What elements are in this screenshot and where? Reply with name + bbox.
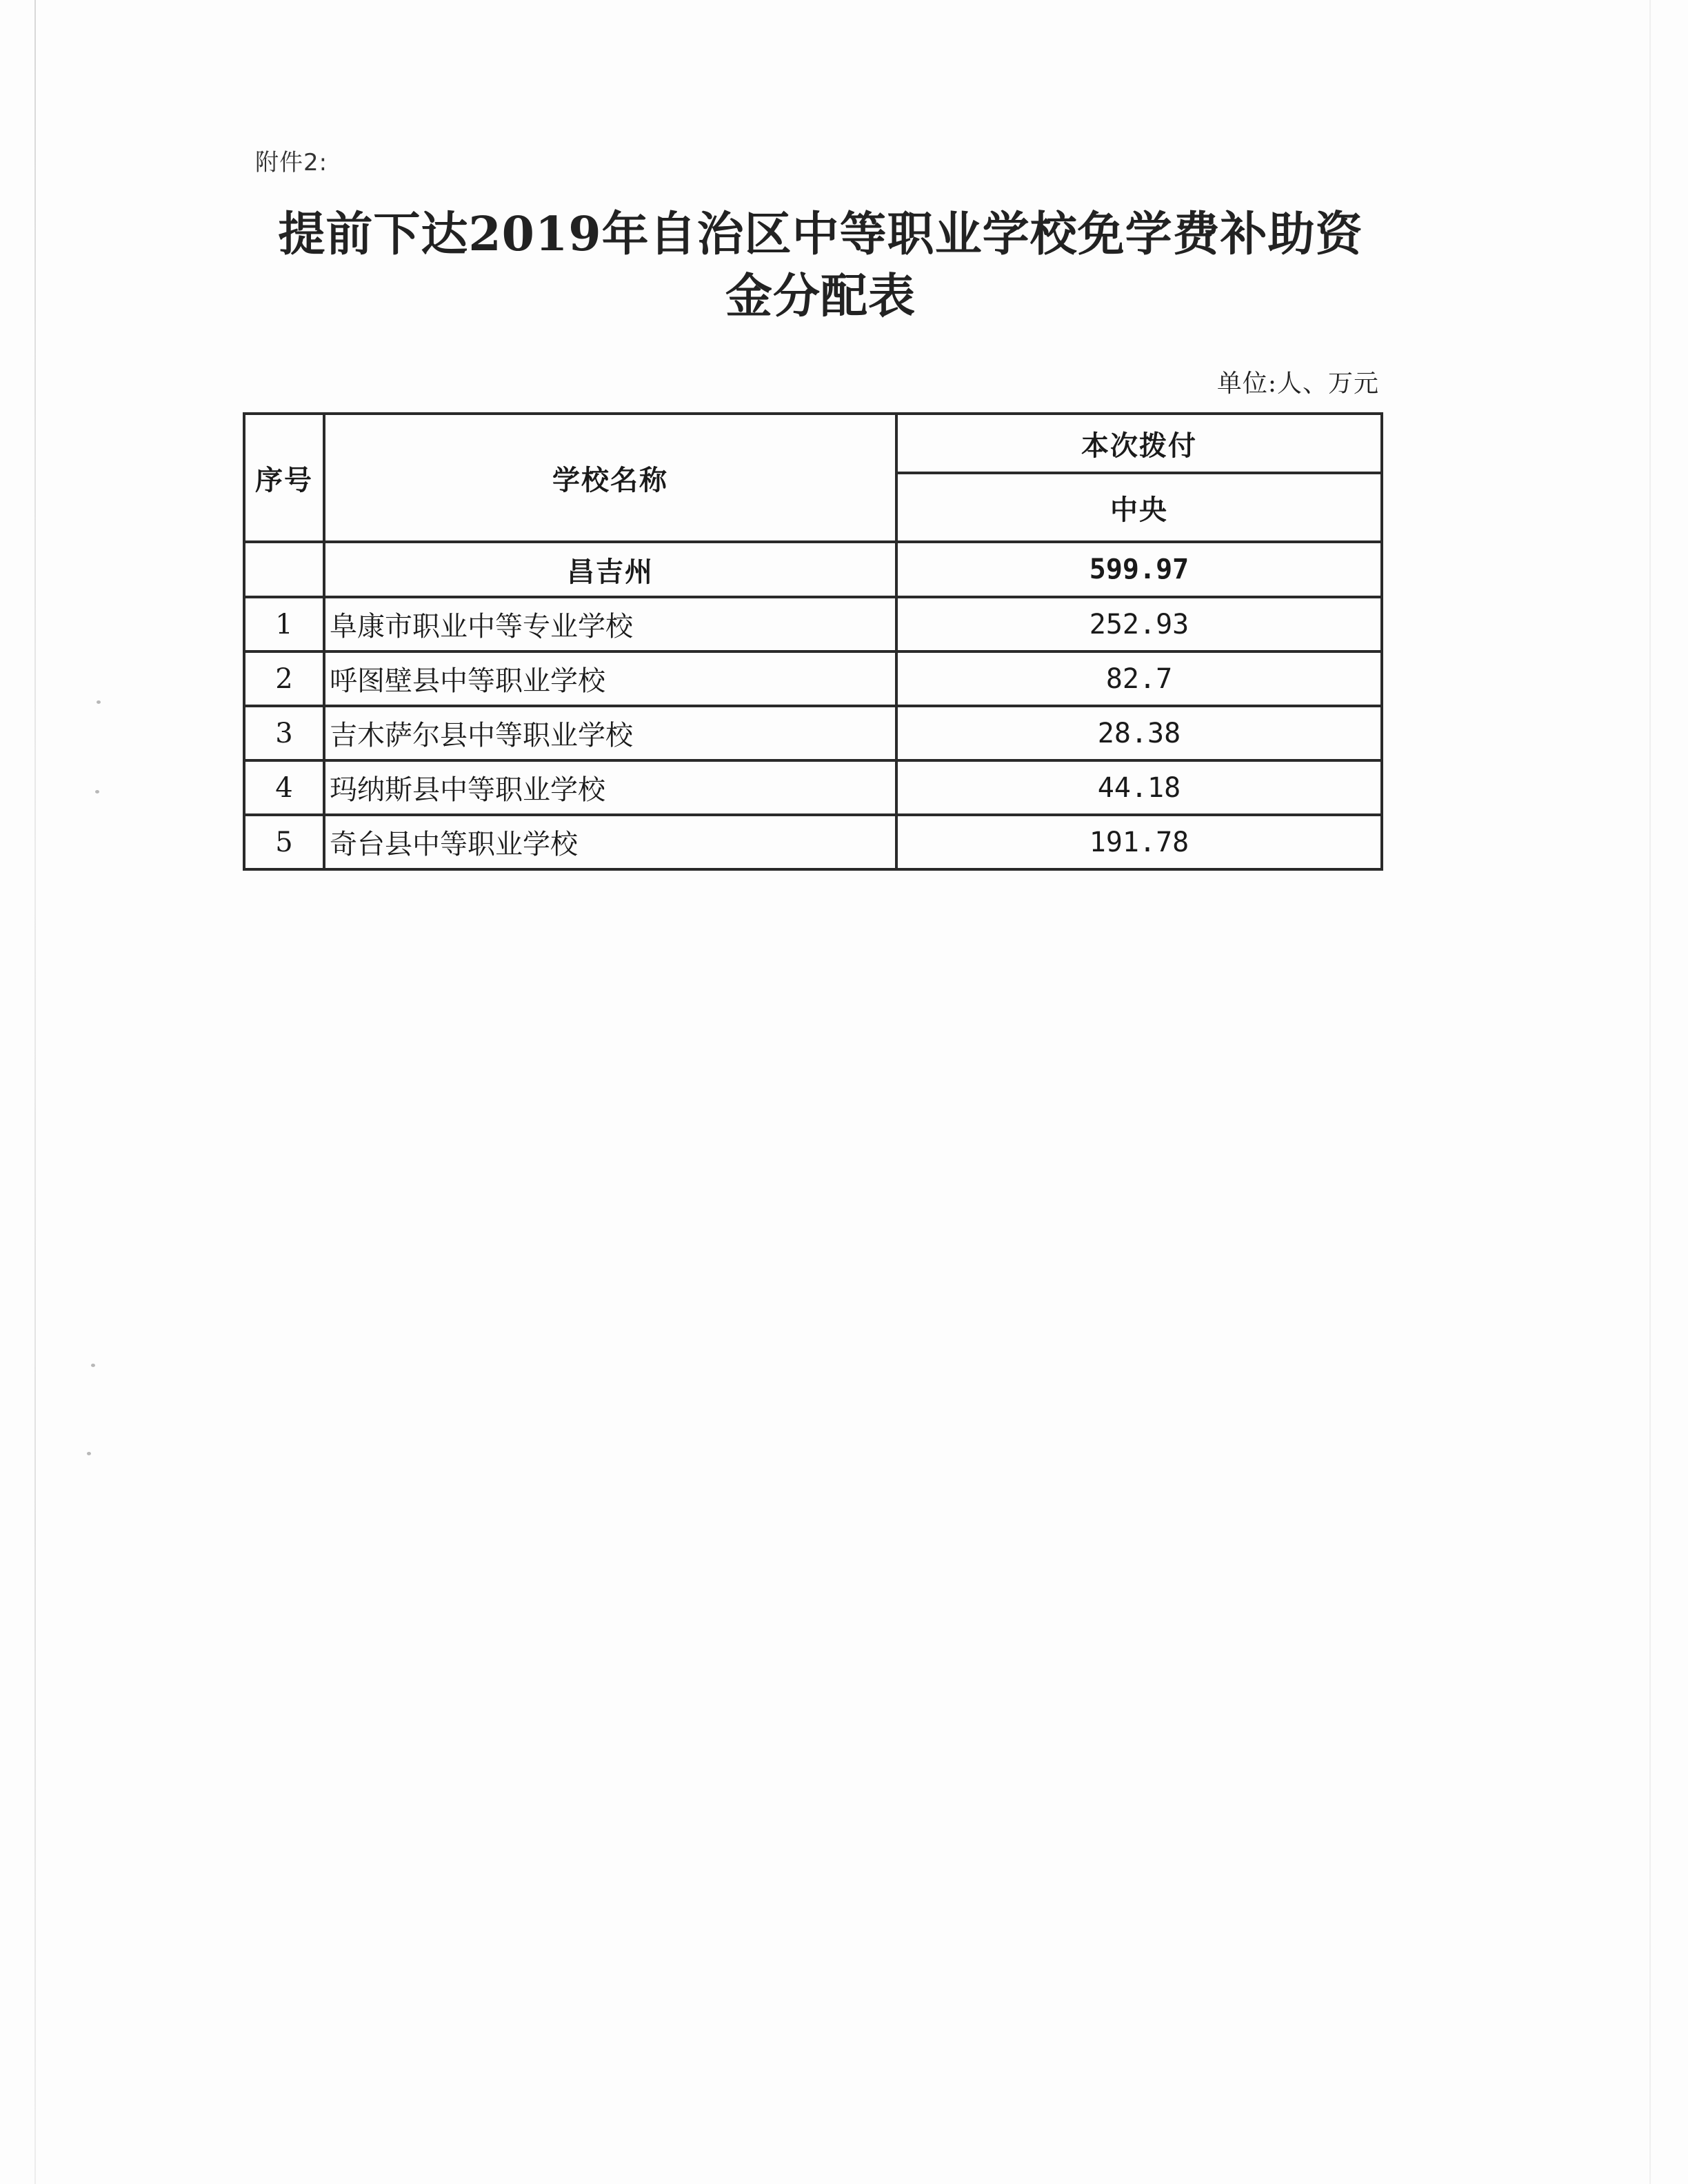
scan-speck [87,1452,91,1455]
scan-speck [95,790,99,793]
summary-value: 599.97 [896,542,1382,597]
row-value: 44.18 [896,760,1382,815]
table-row [244,597,1382,651]
row-school-name: 吉木萨尔县中等职业学校 [324,706,896,760]
attachment-label: 附件2: [255,149,328,176]
row-value: 82.7 [896,651,1382,706]
allocation-table [243,412,1383,871]
row-seq: 3 [244,706,324,760]
row-school-name: 呼图壁县中等职业学校 [324,651,896,706]
document-title-line-2: 金分配表 [725,269,916,324]
scan-speck [97,700,101,704]
row-seq: 5 [244,815,324,869]
row-value: 252.93 [896,597,1382,651]
scan-speck [91,1364,95,1367]
row-seq: 4 [244,760,324,815]
row-school-name: 阜康市职业中等专业学校 [324,597,896,651]
row-seq: 2 [244,651,324,706]
row-value: 28.38 [896,706,1382,760]
table-row [244,706,1382,760]
table-row [244,815,1382,869]
header-school-name: 学校名称 [324,414,896,542]
row-school-name: 玛纳斯县中等职业学校 [324,760,896,815]
row-value: 191.78 [896,815,1382,869]
unit-label: 单位:人、万元 [1216,370,1379,398]
summary-seq [244,542,324,597]
table-summary-row [244,542,1382,597]
header-central: 中央 [896,473,1382,542]
scan-edge-left [34,0,36,2184]
summary-name: 昌吉州 [324,542,896,597]
row-school-name: 奇台县中等职业学校 [324,815,896,869]
row-seq: 1 [244,597,324,651]
header-seq: 序号 [244,414,324,542]
table-row [244,760,1382,815]
table-header-row [244,414,1382,473]
table-row [244,651,1382,706]
document-title-line-1: 提前下达2019年自治区中等职业学校免学费补助资 [278,207,1363,262]
scan-edge-right [1649,0,1651,2184]
header-allocation-group: 本次拨付 [896,414,1382,473]
